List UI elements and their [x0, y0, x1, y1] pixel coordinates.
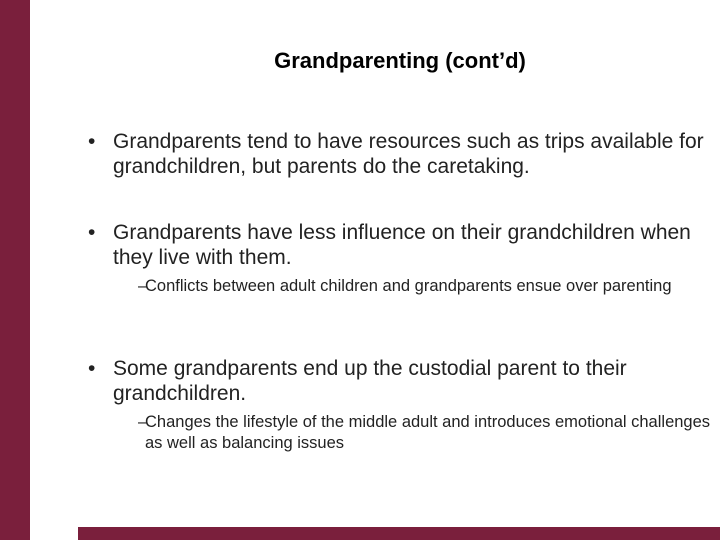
bullet-dot: •: [88, 357, 96, 380]
bullet-2: [88, 220, 712, 270]
bullet-dot: •: [88, 130, 96, 153]
slide-content: [80, 0, 720, 527]
bullet-3: [88, 356, 712, 406]
bullet-3-text: Some grandparents end up the custodial parent to their grandchildren.: [113, 357, 627, 405]
bullet-dot: •: [88, 221, 96, 244]
slide-title: Grandparenting (cont’d): [274, 48, 526, 73]
sub-bullet-3: [138, 412, 718, 454]
sub-bullet-2-text: Conflicts between adult children and grandparents ensue over parenting: [145, 277, 672, 295]
sub-bullet-dash: –: [138, 413, 148, 431]
sub-bullet-2: [138, 276, 718, 297]
left-frame-edge: [0, 0, 30, 540]
sub-bullet-dash: –: [138, 277, 148, 295]
bullet-1-text: Grandparents tend to have resources such as trips available for grandchildren, but parents do the caretaking.: [113, 130, 704, 178]
bullet-1: [88, 129, 712, 179]
sub-bullet-3-text: Changes the lifestyle of the middle adult and introduces emotional challenges as well as balancing issues: [145, 413, 711, 452]
bottom-frame-bar: [78, 527, 720, 540]
bullet-2-text: Grandparents have less influence on their grandchildren when they live with them.: [113, 221, 691, 269]
